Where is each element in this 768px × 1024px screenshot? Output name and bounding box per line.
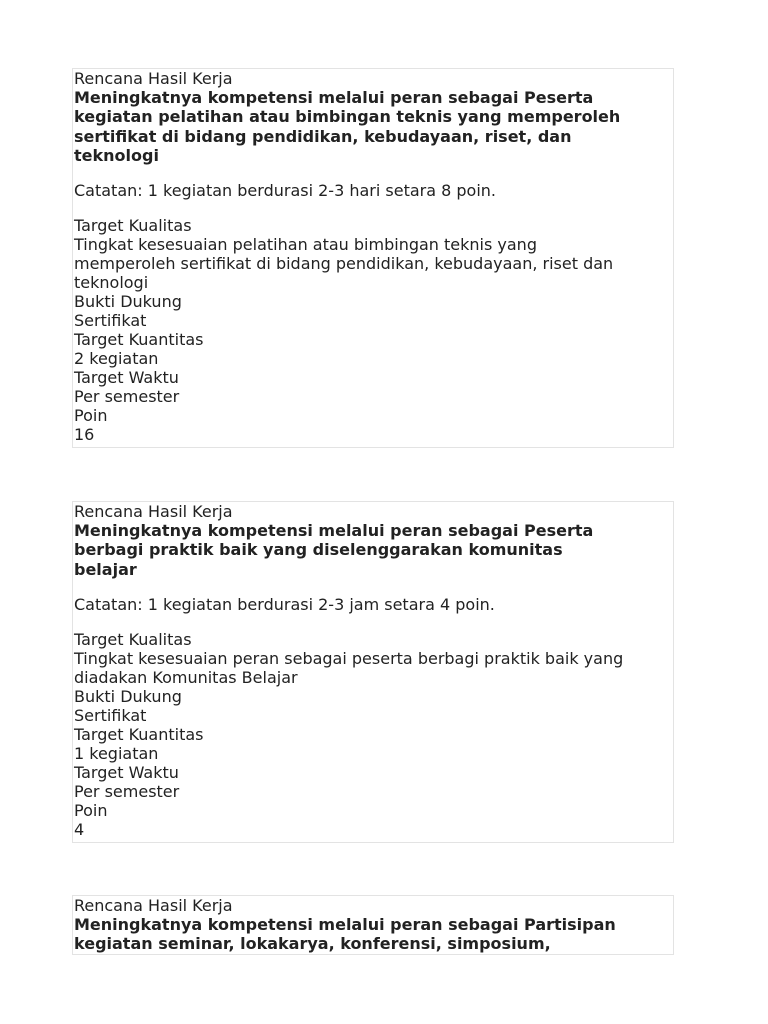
poin-label: Poin xyxy=(74,406,108,426)
target-kualitas-value: Tingkat kesesuaian pelatihan atau bimbingan teknis yang memperoleh sertifikat di bidang pendidikan, kebudayaan, riset dan teknologi xyxy=(74,235,614,293)
target-kualitas-value: Tingkat kesesuaian peran sebagai peserta berbagi praktik baik yang diadakan Komunitas Belajar xyxy=(74,648,624,687)
rhk-card-3 xyxy=(72,895,674,955)
rhk-card-1 xyxy=(72,68,674,448)
poin-label: Poin xyxy=(74,800,108,820)
target-kuantitas-value: 2 kegiatan xyxy=(74,349,159,369)
target-waktu-value: Per semester xyxy=(74,387,180,407)
bukti-dukung-value: Sertifikat xyxy=(74,311,147,331)
rhk-header: Rencana Hasil Kerja xyxy=(74,502,233,521)
target-kuantitas-value: 1 kegiatan xyxy=(74,743,159,763)
target-waktu-value: Per semester xyxy=(74,781,180,801)
rhk-header: Rencana Hasil Kerja xyxy=(74,896,233,915)
target-kuantitas-label: Target Kuantitas xyxy=(74,724,204,744)
poin-value: 16 xyxy=(74,425,95,445)
bukti-dukung-value: Sertifikat xyxy=(74,705,147,725)
rhk-note: Catatan: 1 kegiatan berdurasi 2-3 jam setara 4 poin. xyxy=(74,594,495,614)
target-waktu-label: Target Waktu xyxy=(74,762,179,782)
rhk-note: Catatan: 1 kegiatan berdurasi 2-3 hari setara 8 poin. xyxy=(74,181,496,201)
rhk-title: Meningkatnya kompetensi melalui peran sebagai Peserta berbagi praktik baik yang diselenggarakan komunitas belajar xyxy=(74,521,594,579)
poin-value: 4 xyxy=(74,819,85,839)
target-kuantitas-label: Target Kuantitas xyxy=(74,330,204,350)
rhk-card-2 xyxy=(72,501,674,843)
rhk-title: Meningkatnya kompetensi melalui peran sebagai Peserta kegiatan pelatihan atau bimbingan teknis yang memperoleh sertifikat di bidang pendidikan, kebudayaan, riset, dan teknologi xyxy=(74,88,621,165)
rhk-title: Meningkatnya kompetensi melalui peran sebagai Partisipan kegiatan seminar, lokakarya, konferensi, simposium, xyxy=(74,915,616,954)
target-kualitas-label: Target Kualitas xyxy=(74,629,192,649)
bukti-dukung-label: Bukti Dukung xyxy=(74,686,182,706)
rhk-header: Rencana Hasil Kerja xyxy=(74,69,233,88)
bukti-dukung-label: Bukti Dukung xyxy=(74,292,182,312)
target-waktu-label: Target Waktu xyxy=(74,368,179,388)
target-kualitas-label: Target Kualitas xyxy=(74,216,192,236)
